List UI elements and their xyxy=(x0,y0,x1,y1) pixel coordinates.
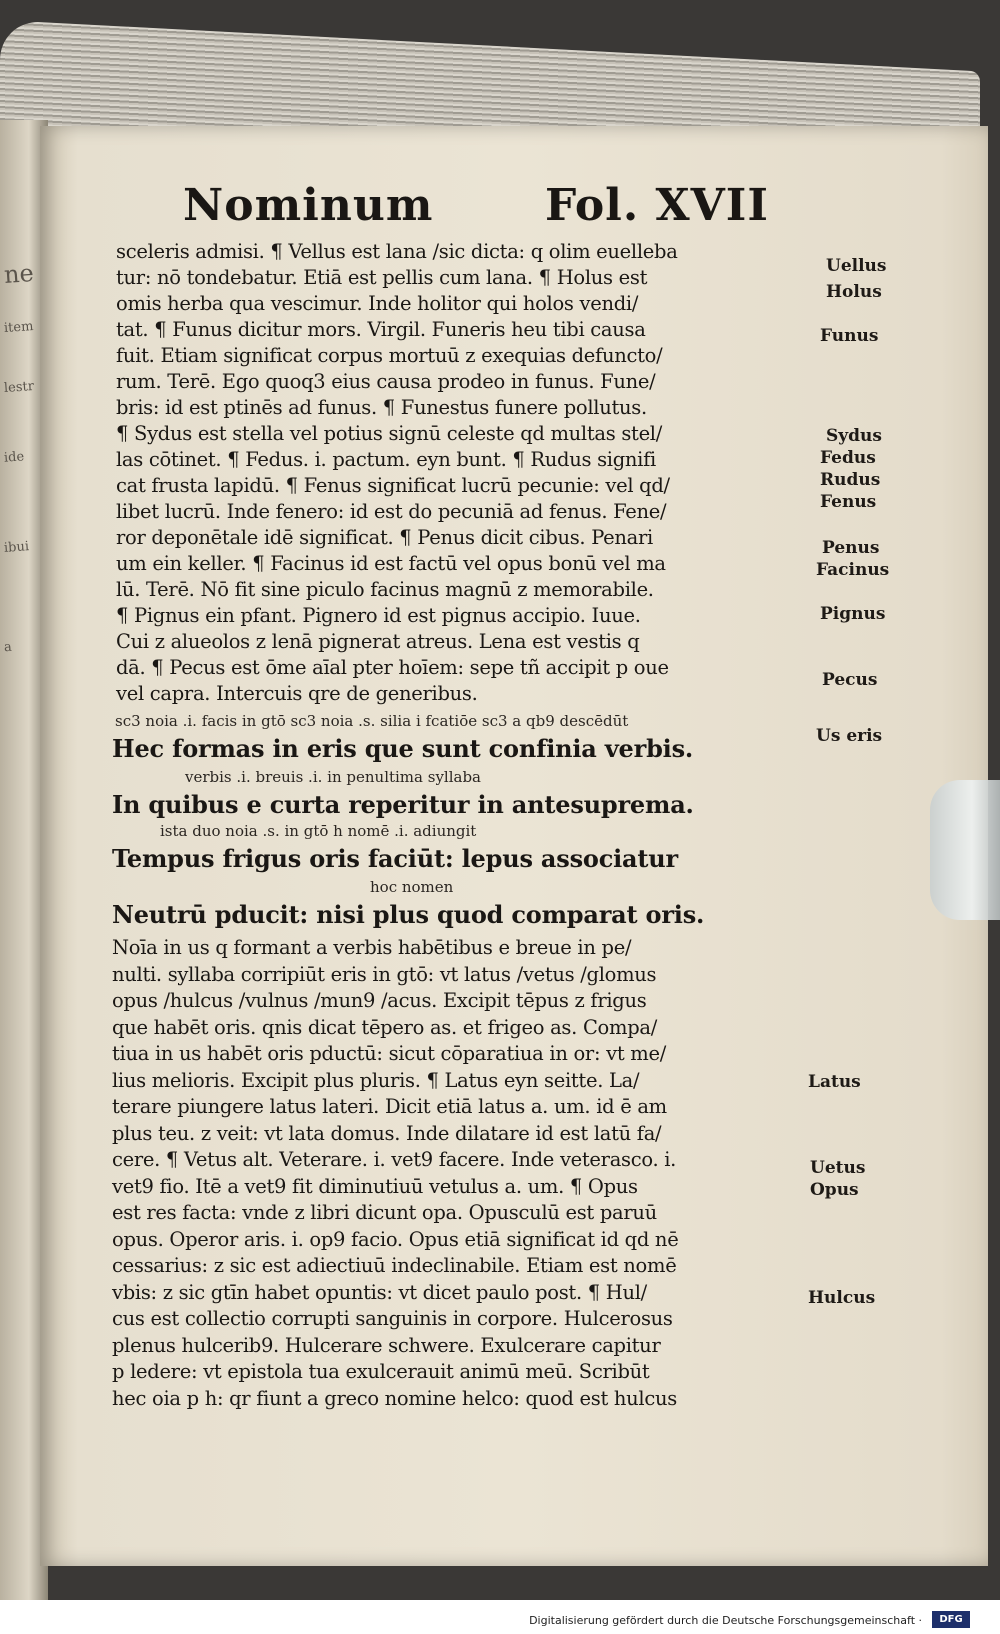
footer-credit: Digitalisierung gefördert durch die Deutsche Forschungsgemeinschaft · xyxy=(529,1614,922,1627)
text-line: bris: id est ptinēs ad funus. ¶ Funestus funere pollutus. xyxy=(116,396,647,419)
margin-note: Fenus xyxy=(820,492,877,512)
margin-note: Uellus xyxy=(826,256,887,276)
left-fragment: item xyxy=(3,318,34,337)
left-fragment: ide xyxy=(3,449,25,466)
verse-line: Hec formas in eris que sunt confinia verbis. xyxy=(112,734,694,763)
text-line: plenus hulcerib9. Hulcerare schwere. Exulcerare capitur xyxy=(112,1333,661,1357)
margin-note: Uetus xyxy=(810,1158,866,1178)
margin-note: Facinus xyxy=(816,560,890,580)
text-line: opus. Operor aris. i. op9 facio. Opus etiā significat id qd nē xyxy=(112,1227,679,1251)
text-line: que habēt oris. qnis dicat tēpero as. et frigeo as. Compa/ xyxy=(112,1015,657,1039)
text-line: cessarius: z sic est adiectiuū indeclinabile. Etiam est nomē xyxy=(112,1254,677,1277)
text-line: terare piungere latus lateri. Dicit etiā latus a. um. id ē am xyxy=(112,1095,667,1118)
text-line: Noīa in us q formant a verbis habētibus e breue in pe/ xyxy=(112,936,632,959)
running-head-folio: Fol. XVII xyxy=(545,180,769,231)
page-clip xyxy=(930,780,1000,920)
text-line: est res facta: vnde z libri dicunt opa. Opusculū est paruū xyxy=(112,1201,657,1224)
margin-note: Funus xyxy=(820,326,879,346)
text-line: rum. Terē. Ego quoq3 eius causa prodeo in funus. Fune/ xyxy=(116,370,656,393)
text-line: sceleris admisi. ¶ Vellus est lana /sic dicta: q olim euelleba xyxy=(116,240,678,263)
text-line: vbis: z sic gtīn habet opuntis: vt dicet paulo post. ¶ Hul/ xyxy=(112,1280,647,1304)
text-line: lius melioris. Excipit plus pluris. ¶ Latus eyn seitte. La/ xyxy=(112,1068,640,1092)
interlinear-gloss: ista duo noia .s. in gtō h nomē .i. adiungit xyxy=(160,822,477,840)
text-line: um ein keller. ¶ Facinus id est factū vel opus bonū vel ma xyxy=(116,552,666,575)
dfg-logo: DFG xyxy=(932,1611,970,1628)
text-line: ror deponētale idē significat. ¶ Penus dicit cibus. Penari xyxy=(116,526,653,549)
verse-line: In quibus e curta reperitur in antesuprema. xyxy=(112,790,694,819)
text-line: tat. ¶ Funus dicitur mors. Virgil. Funeris heu tibi causa xyxy=(116,318,646,341)
left-fragment: lestr xyxy=(3,378,35,397)
text-line: ¶ Pignus ein pfant. Pignero id est pignus accipio. Iuue. xyxy=(116,604,641,627)
left-fragment: a xyxy=(3,639,13,656)
margin-note: Pecus xyxy=(822,670,878,690)
text-line: opus /hulcus /vulnus /mun9 /acus. Excipit tēpus z frigus xyxy=(112,989,647,1012)
margin-note: Opus xyxy=(810,1180,859,1200)
text-line: Cui z alueolos z lenā pignerat atreus. Lena est vestis q xyxy=(116,630,640,653)
text-line: cat frusta lapidū. ¶ Fenus significat lucrū pecunie: vel qd/ xyxy=(116,474,670,497)
text-line: omis herba qua vescimur. Inde holitor qui holos vendi/ xyxy=(116,292,639,315)
text-line: tiua in us habēt oris pductū: sicut cōparatiua in or: vt me/ xyxy=(112,1042,666,1065)
text-line: cere. ¶ Vetus alt. Veterare. i. vet9 facere. Inde veterasco. i. xyxy=(112,1148,677,1171)
footer-bar xyxy=(0,1600,1000,1634)
text-line: cus est collectio corrupti sanguinis in corpore. Hulcerosus xyxy=(112,1307,673,1330)
text-line: fuit. Etiam significat corpus mortuū z exequias defuncto/ xyxy=(116,344,663,367)
margin-note: Latus xyxy=(808,1072,861,1092)
margin-note: Penus xyxy=(822,538,880,558)
text-line: p ledere: vt epistola tua exulcerauit animū meū. Scribūt xyxy=(112,1360,650,1383)
text-line: ¶ Sydus est stella vel potius signū celeste qd multas stel/ xyxy=(116,422,663,445)
text-line: vel capra. Intercuis qre de generibus. xyxy=(116,682,478,705)
running-head-left: Nominum xyxy=(183,180,434,231)
text-line: hec oia p h: qr fiunt a greco nomine helco: quod est hulcus xyxy=(112,1386,677,1410)
verse-line: Neutrū pducit: nisi plus quod comparat oris. xyxy=(112,900,705,929)
margin-note: Pignus xyxy=(820,604,886,624)
interlinear-gloss: hoc nomen xyxy=(370,878,454,896)
margin-note: Sydus xyxy=(826,426,882,446)
text-line: vet9 fio. Itē a vet9 fit diminutiuū vetulus a. um. ¶ Opus xyxy=(112,1174,638,1198)
margin-note: Us eris xyxy=(816,726,883,746)
text-line: plus teu. z veit: vt lata domus. Inde dilatare id est latū fa/ xyxy=(112,1121,662,1145)
interlinear-gloss: sc3 noia .i. facis in gtō sc3 noia .s. silia i fcatiōe sc3 a qb9 descēdūt xyxy=(115,712,629,730)
margin-note: Hulcus xyxy=(808,1288,876,1308)
margin-note: Holus xyxy=(826,282,882,302)
text-line: tur: nō tondebatur. Etiā est pellis cum lana. ¶ Holus est xyxy=(116,266,648,289)
margin-note: Rudus xyxy=(820,470,881,490)
left-fragment: ne xyxy=(3,258,35,290)
text-line: nulti. syllaba corripiūt eris in gtō: vt latus /vetus /glomus xyxy=(112,962,657,986)
text-line: las cōtinet. ¶ Fedus. i. pactum. eyn bunt. ¶ Rudus signifi xyxy=(116,448,656,471)
text-line: dā. ¶ Pecus est ōme aīal pter hoīem: sepe tñ accipit p oue xyxy=(116,656,669,679)
text-line: lū. Terē. Nō fit sine piculo facinus magnū z memorabile. xyxy=(116,578,654,601)
text-line: libet lucrū. Inde fenero: id est do pecuniā ad fenus. Fene/ xyxy=(116,500,667,523)
margin-note: Fedus xyxy=(820,448,876,468)
interlinear-gloss: verbis .i. breuis .i. in penultima syllaba xyxy=(185,768,482,786)
verse-line: Tempus frigus oris faciūt: lepus associatur xyxy=(112,844,678,873)
left-fragment: ibui xyxy=(3,539,30,556)
